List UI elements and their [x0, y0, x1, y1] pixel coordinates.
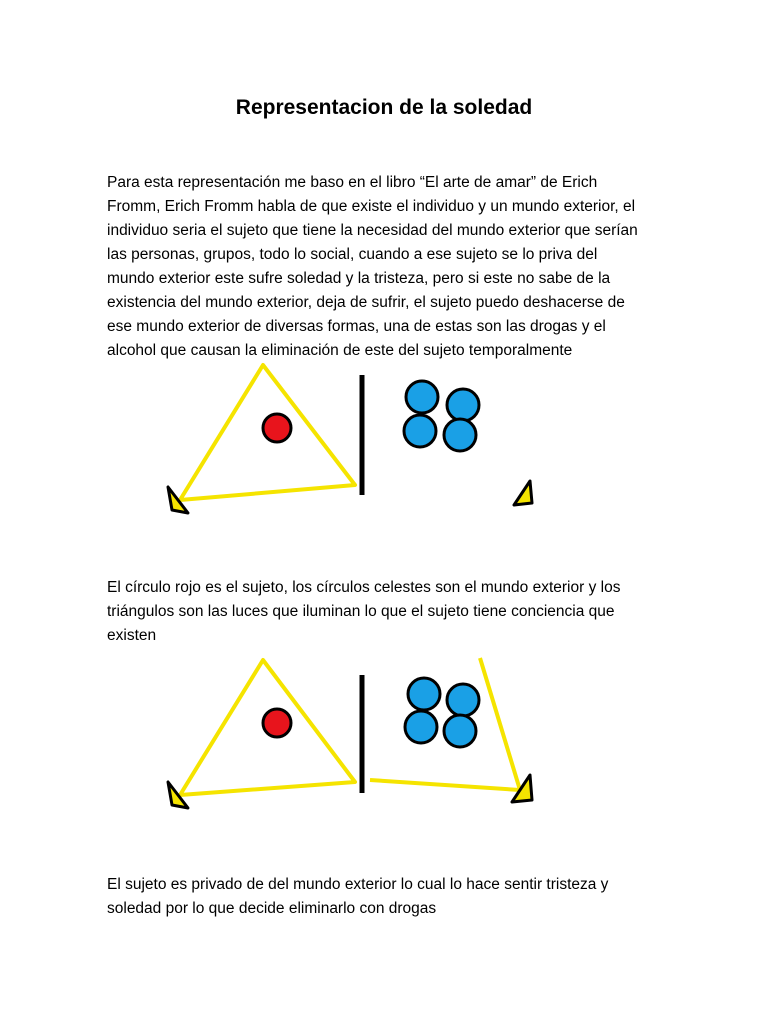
text-line: las personas, grupos, todo lo social, cuando a ese sujeto se lo priva del — [107, 246, 598, 263]
text-line: mundo exterior este sufre soledad y la tristeza, pero si este no sabe de la — [107, 270, 611, 287]
world-blue-circle-icon — [447, 684, 479, 716]
outer-world-group — [404, 381, 479, 451]
text-line: individuo seria el sujeto que tiene la necesidad del mundo exterior que serían — [107, 222, 638, 239]
caption-deprivation — [107, 873, 663, 921]
light-cone-left — [168, 365, 355, 513]
subject-red-circle-icon — [263, 414, 291, 442]
world-blue-circle-icon — [404, 415, 436, 447]
world-blue-circle-icon — [406, 381, 438, 413]
intro-paragraph — [107, 171, 663, 363]
text-line: El círculo rojo es el sujeto, los círculos celestes son el mundo exterior y los — [107, 579, 621, 596]
text-line: El sujeto es privado de del mundo exterior lo cual lo hace sentir tristeza y — [107, 876, 609, 893]
light-source-right-icon — [514, 481, 532, 505]
light-cone-left — [168, 660, 355, 808]
text-line: existen — [107, 627, 157, 644]
text-line: Para esta representación me baso en el libro “El arte de amar” de Erich — [107, 174, 598, 191]
world-blue-circle-icon — [444, 715, 476, 747]
world-blue-circle-icon — [444, 419, 476, 451]
diagram-awareness — [0, 355, 768, 535]
text-line: existencia del mundo exterior, deja de sufrir, el sujeto puedo deshacerse de — [107, 294, 625, 311]
subject-red-circle-icon — [263, 709, 291, 737]
text-line: ese mundo exterior de diversas formas, una de estas son las drogas y el — [107, 318, 606, 335]
text-line: alcohol que causan la eliminación de este del sujeto temporalmente — [107, 342, 573, 359]
diagram-deprivation-drawing — [0, 650, 768, 830]
caption-legend — [107, 576, 663, 648]
world-blue-circle-icon — [408, 678, 440, 710]
text-line: triángulos son las luces que iluminan lo que el sujeto tiene conciencia que — [107, 603, 615, 620]
diagram-awareness-drawing — [0, 355, 768, 535]
page-title: Representacion de la soledad — [235, 96, 533, 119]
diagram-deprivation — [0, 650, 768, 830]
world-blue-circle-icon — [447, 389, 479, 421]
text-line: Fromm, Erich Fromm habla de que existe el individuo y un mundo exterior, el — [107, 198, 636, 215]
outer-world-group — [405, 678, 479, 747]
text-line: soledad por lo que decide eliminarlo con drogas — [107, 900, 437, 917]
world-blue-circle-icon — [405, 711, 437, 743]
